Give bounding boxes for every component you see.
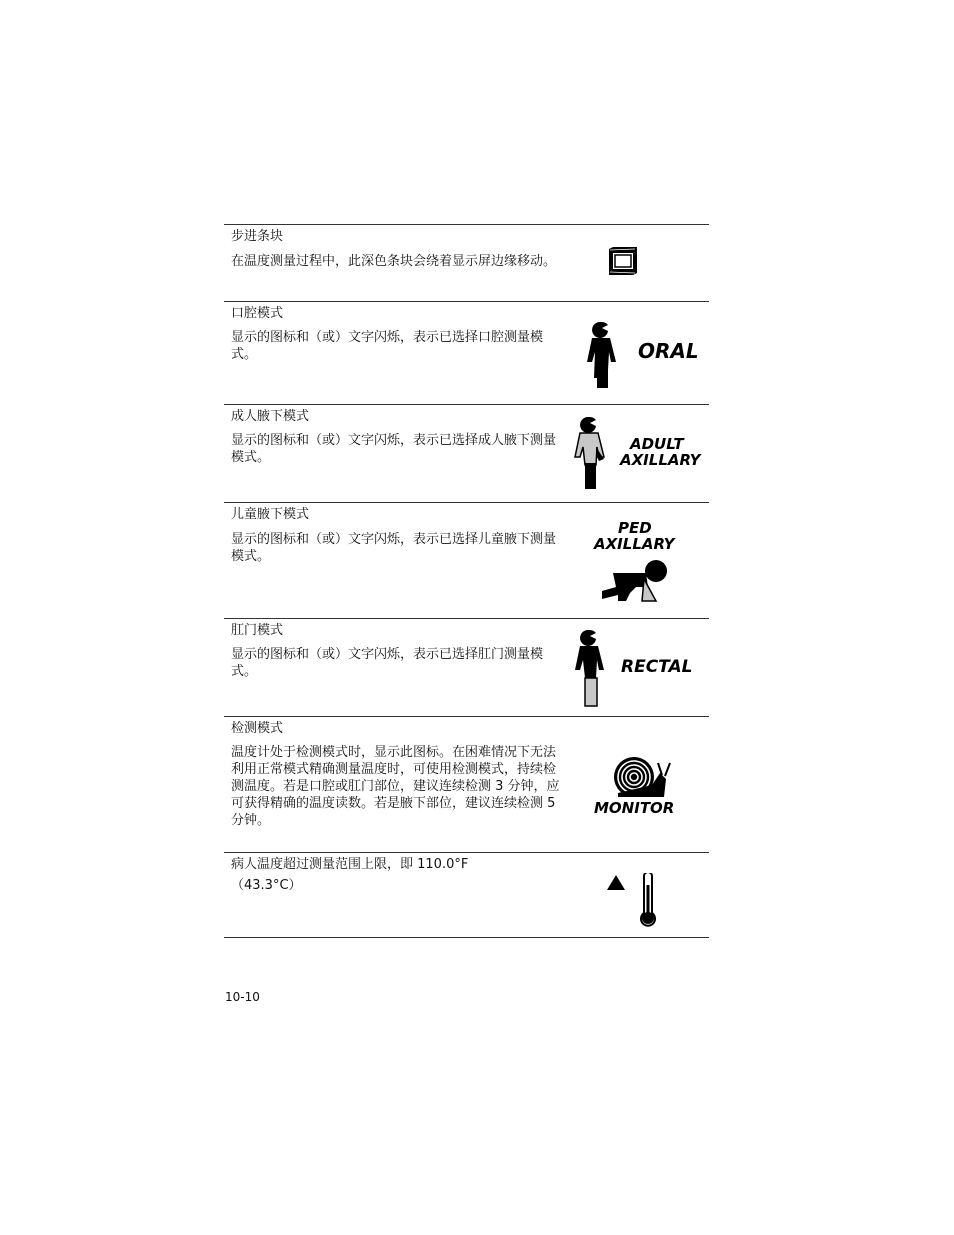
axillary-label: AXILLARY (594, 535, 675, 553)
rectal-label: RECTAL (621, 657, 693, 677)
segment-bar-icon (606, 245, 640, 277)
row-description: 显示的图标和（或）文字闪烁，表示已选择肛门测量模式。 (231, 647, 544, 679)
table-row (224, 225, 709, 302)
table-row (224, 302, 709, 405)
row-title: 成人腋下模式 (231, 409, 310, 424)
row-description: 显示的图标和（或）文字闪烁，表示已选择儿童腋下测量模式。 (231, 532, 557, 564)
monitor-label: MONITOR (594, 799, 675, 817)
table-row (224, 503, 709, 619)
page-number: 10-10 (225, 990, 260, 1004)
table-row (224, 853, 709, 938)
row-description: 显示的图标和（或）文字闪烁，表示已选择口腔测量模式。 (231, 330, 544, 362)
snail-icon (608, 755, 674, 799)
row-title: 肛门模式 (231, 623, 284, 638)
table-row (224, 405, 709, 503)
row-title: 检测模式 (231, 721, 284, 736)
row-description: 在温度测量过程中，此深色条块会绕着显示屏边缘移动。 (231, 254, 557, 269)
oral-person-icon (582, 318, 622, 392)
icon-legend-table (224, 224, 709, 938)
row-title: 步进条块 (231, 229, 284, 244)
adult-label: ADULT (630, 435, 684, 453)
triangle-thermometer-icon (606, 873, 660, 927)
table-row (224, 717, 709, 853)
table-row (224, 619, 709, 717)
row-title: 病人温度超过测量范围上限，即 110.0°F (231, 857, 469, 872)
row-description: （43.3°C） (231, 878, 302, 893)
crawling-child-icon (598, 557, 674, 605)
rectal-person-icon (570, 628, 610, 710)
oral-label: ORAL (638, 339, 699, 363)
row-title: 口腔模式 (231, 306, 284, 321)
row-description: 显示的图标和（或）文字闪烁，表示已选择成人腋下测量模式。 (231, 433, 557, 465)
ped-label: PED (618, 519, 652, 537)
axillary-label: AXILLARY (620, 451, 701, 469)
row-title: 儿童腋下模式 (231, 507, 310, 522)
row-description: 温度计处于检测模式时，显示此图标。在困难情况下无法利用正常模式精确测量温度时，可使用检测模式，持续检测温度。若是口腔或肛门部位，建议连续检测 3 分钟，应可获得精确的温度读数。若是腋下部位，建议连续检测 5 分钟。 (231, 745, 560, 828)
adult-axillary-person-icon (570, 415, 610, 491)
